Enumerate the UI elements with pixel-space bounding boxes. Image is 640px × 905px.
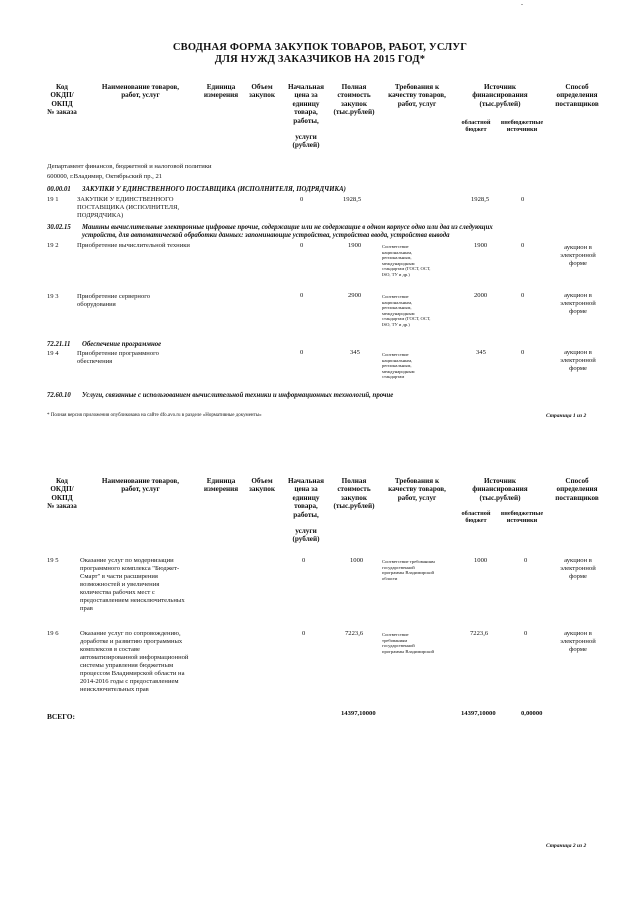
row-offbudget: 0 xyxy=(521,242,525,249)
row-name: Оказание услуг по модернизации программного комплекса "Бюджет- Смарт" в части расширения возможностей и увеличения количества рабочих мест с предоставлением неисключительных прав xyxy=(80,557,185,612)
section-code: 72.60.10 xyxy=(47,392,71,399)
row-offbudget: 0 xyxy=(521,196,525,203)
row-number: 19 5 xyxy=(47,557,59,564)
page-number-label: Страница 2 из 2 xyxy=(546,843,587,849)
row-name: Оказание услуг по сопровождению, доработке и развитию программных комплексов в составе автоматизированной информационной системы управления бюджетным процессом Владимирской области на 2014-2016 годы с предоставлением неисключительных прав xyxy=(80,630,189,693)
row-price: 0 xyxy=(300,196,304,203)
row-number: 19 4 xyxy=(47,350,59,357)
row-regional: 1928,5 xyxy=(471,196,490,203)
row-number: 19 1 xyxy=(47,196,59,203)
row-requirements: Соответствие требованиям государственной программы Владимирской xyxy=(382,632,434,654)
row-requirements: Соответствие национальным, региональным, международным стандартам (ГОСТ, ОСТ, ISO, ТУ и др.) xyxy=(382,294,431,327)
header-source-offbudget: внебюджетные источники xyxy=(500,510,544,524)
row-method: аукцион в электронной форме xyxy=(560,349,596,372)
row-name: Приобретение вычислительной техники xyxy=(77,242,190,249)
header-start-price: Начальная цена за единицу товара, работы, услуги (рублей) xyxy=(287,83,325,150)
row-offbudget: 0 xyxy=(524,630,528,637)
row-cost: 1000 xyxy=(350,557,364,564)
header-volume: Объем закупок xyxy=(249,477,275,494)
row-cost: 1928,5 xyxy=(343,196,362,203)
row-offbudget: 0 xyxy=(521,292,525,299)
header-requirements: Требования к качеству товаров, работ, услуг xyxy=(388,477,446,502)
header-code: Код ОКДП/ ОКПД № заказа xyxy=(47,83,77,117)
header-full-cost: Полная стоимость закупок (тыс.рублей) xyxy=(333,83,375,117)
row-requirements: Соответствие национальным, региональным, международным стандартам (ГОСТ, ОСТ, ISO, ТУ и др.) xyxy=(382,244,431,277)
header-name: Наименование товаров, работ, услуг xyxy=(101,83,180,100)
row-price: 0 xyxy=(302,630,306,637)
header-source: Источник финансирования (тыс.рублей) xyxy=(472,477,528,502)
header-full-cost: Полная стоимость закупок (тыс.рублей) xyxy=(333,477,375,511)
row-regional: 2000 xyxy=(474,292,488,299)
row-method: аукцион в электронной форме xyxy=(560,244,596,267)
header-start-price: Начальная цена за единицу товара, работы, услуги (рублей) xyxy=(287,477,325,544)
corner-mark: - xyxy=(521,2,523,8)
row-price: 0 xyxy=(300,349,304,356)
header-code: Код ОКДП/ ОКПД № заказа xyxy=(47,477,77,511)
document-title-line1: СВОДНАЯ ФОРМА ЗАКУПОК ТОВАРОВ, РАБОТ, УСЛУГ xyxy=(172,42,468,53)
section-title: Машины вычислительные электронные цифровые прочие, содержащие или не содержащие в одном корпусе одно или два из следующих устройств, для автоматической обработки данных: запоминающие устройства, устройства ввода, устройства вывода xyxy=(82,224,493,239)
row-price: 0 xyxy=(300,292,304,299)
header-source: Источник финансирования (тыс.рублей) xyxy=(472,83,528,108)
header-requirements: Требования к качеству товаров, работ, услуг xyxy=(388,83,446,108)
row-offbudget: 0 xyxy=(524,557,528,564)
row-regional: 1900 xyxy=(474,242,488,249)
header-source-regional: областной бюджет xyxy=(461,119,491,133)
row-requirements: Соответствие требованиям государственной программы Владимирской области xyxy=(382,559,435,581)
total-label: ВСЕГО: xyxy=(47,712,75,721)
customer-address: 600000, г.Владимир, Октябрьский пр., 21 xyxy=(47,173,163,180)
row-number: 19 2 xyxy=(47,242,59,249)
document-title-line2: ДЛЯ НУЖД ЗАКАЗЧИКОВ НА 2015 ГОД* xyxy=(214,54,426,65)
row-requirements: Соответствие национальным, региональным, международным стандартам xyxy=(382,352,415,380)
section-code: 72.21.11 xyxy=(47,341,71,348)
row-method: аукцион в электронной форме xyxy=(560,292,596,315)
section-code: 00.00.01 xyxy=(47,186,71,193)
row-number: 19 3 xyxy=(47,293,59,300)
row-name: Приобретение программного обеспечения xyxy=(77,350,159,365)
section-code: 30.02.15 xyxy=(47,224,71,231)
row-regional: 7223,6 xyxy=(470,630,489,637)
page-number-label: Страница 1 из 2 xyxy=(546,413,587,419)
row-method: аукцион в электронной форме xyxy=(560,557,596,580)
row-cost: 2900 xyxy=(348,292,362,299)
header-unit: Единица измерения xyxy=(203,477,239,494)
row-name: ЗАКУПКИ У ЕДИНСТВЕННОГО ПОСТАВЩИКА (ИСПОЛНИТЕЛЯ, ПОДРЯДЧИКА) xyxy=(77,196,180,219)
row-number: 19 6 xyxy=(47,630,59,637)
row-cost: 7223,6 xyxy=(345,630,364,637)
section-title: Обеспечение программное xyxy=(82,341,162,348)
total-offbudget: 0,00000 xyxy=(521,710,543,717)
customer-name: Департамент финансов, бюджетной и налоговой политики xyxy=(47,163,212,170)
header-method: Способ определения поставщиков xyxy=(555,83,599,108)
row-offbudget: 0 xyxy=(521,349,525,356)
total-regional: 14397,10000 xyxy=(461,710,496,717)
total-cost: 14397,10000 xyxy=(341,710,376,717)
header-unit: Единица измерения xyxy=(203,83,239,100)
section-title: ЗАКУПКИ У ЕДИНСТВЕННОГО ПОСТАВЩИКА (ИСПОЛНИТЕЛЯ, ПОДРЯДЧИКА) xyxy=(82,186,346,193)
row-regional: 345 xyxy=(476,349,486,356)
header-source-offbudget: внебюджетные источники xyxy=(500,119,544,133)
row-regional: 1000 xyxy=(474,557,488,564)
row-cost: 1900 xyxy=(348,242,362,249)
row-name: Приобретение серверного оборудования xyxy=(77,293,151,308)
row-cost: 345 xyxy=(350,349,360,356)
footnote: * Полная версия приложения опубликована на сайте dfo.avo.ru в разделе «Нормативные документы» xyxy=(47,413,262,418)
row-price: 0 xyxy=(302,557,306,564)
header-source-regional: областной бюджет xyxy=(461,510,491,524)
row-method: аукцион в электронной форме xyxy=(560,630,596,653)
header-method: Способ определения поставщиков xyxy=(555,477,599,502)
header-volume: Объем закупок xyxy=(249,83,275,100)
section-title: Услуги, связанные с использованием вычислительной техники и информационных технологий, прочие xyxy=(82,392,394,399)
row-price: 0 xyxy=(300,242,304,249)
header-name: Наименование товаров, работ, услуг xyxy=(101,477,180,494)
